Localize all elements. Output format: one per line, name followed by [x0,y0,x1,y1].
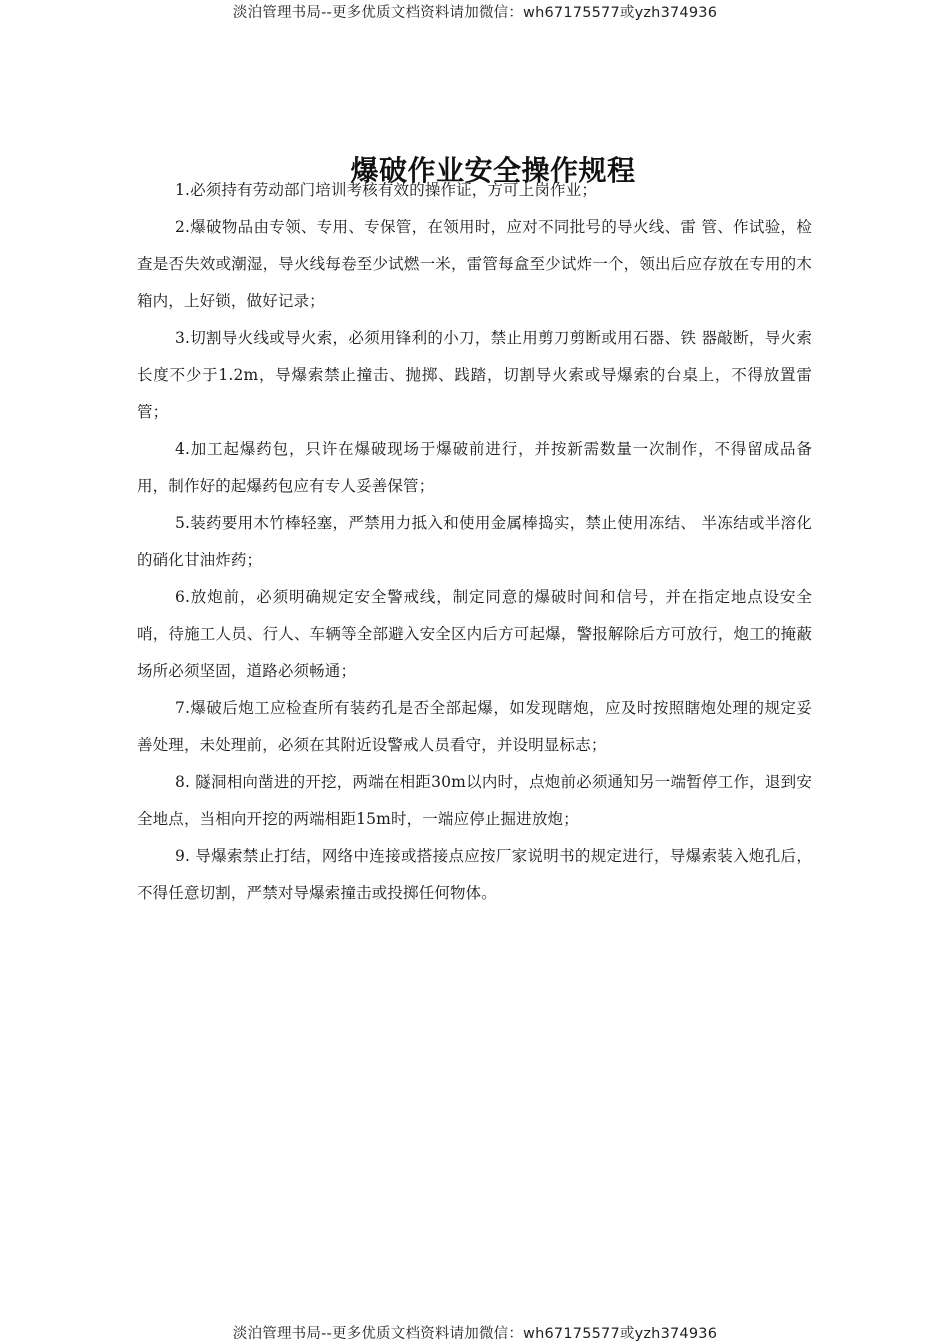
rule-paragraph-3: 3.切割导火线或导火索，必须用锋利的小刀，禁止用剪刀剪断或用石器、铁 器敲断，导火索长度不少于1.2m，导爆索禁止撞击、抛掷、践踏，切割导火索或导爆索的台桌上，不得放置雷管； [137,329,812,421]
rule-paragraph-5: 5.装药要用木竹棒轻塞，严禁用力抵入和使用金属棒捣实，禁止使用冻结、 半冻结或半溶化的硝化甘油炸药； [137,514,812,569]
page-header: 淡泊管理书局--更多优质文档资料请加微信：wh67175577或yzh374936 [232,5,718,21]
rule-paragraph-7: 7.爆破后炮工应检查所有装药孔是否全部起爆，如发现瞎炮，应及时按照瞎炮处理的规定妥善处理，未处理前，必须在其附近设警戒人员看守，并设明显标志； [137,699,812,754]
document-body [137,172,812,912]
rule-paragraph-2: 2.爆破物品由专领、专用、专保管，在领用时，应对不同批号的导火线、雷 管、作试验，检查是否失效或潮湿，导火线每卷至少试燃一米，雷管每盒至少试炸一个，领出后应存放在专用的木箱内，上好锁，做好记录； [137,218,812,310]
rule-paragraph-4: 4.加工起爆药包，只许在爆破现场于爆破前进行，并按新需数量一次制作，不得留成品备用，制作好的起爆药包应有专人妥善保管； [137,440,812,495]
rule-paragraph-8: 8. 隧洞相向凿进的开挖，两端在相距30m以内时，点炮前必须通知另一端暂停工作，退到安全地点，当相向开挖的两端相距15m时，一端应停止掘进放炮； [137,773,812,828]
rule-paragraph-9: 9. 导爆索禁止打结，网络中连接或搭接点应按厂家说明书的规定进行，导爆索装入炮孔后，不得任意切割，严禁对导爆索撞击或投掷任何物体。 [137,847,812,902]
page-footer: 淡泊管理书局--更多优质文档资料请加微信：wh67175577或yzh374936 [232,1326,718,1342]
document-title: 爆破作业安全操作规程 [350,153,636,187]
rule-paragraph-6: 6.放炮前，必须明确规定安全警戒线，制定同意的爆破时间和信号，并在指定地点设安全哨，待施工人员、行人、车辆等全部避入安全区内后方可起爆，警报解除后方可放行，炮工的掩蔽场所必须坚固，道路必须畅通； [137,588,812,680]
rule-paragraph-1: 1.必须持有劳动部门培训考核有效的操作证，方可上岗作业； [175,181,597,199]
